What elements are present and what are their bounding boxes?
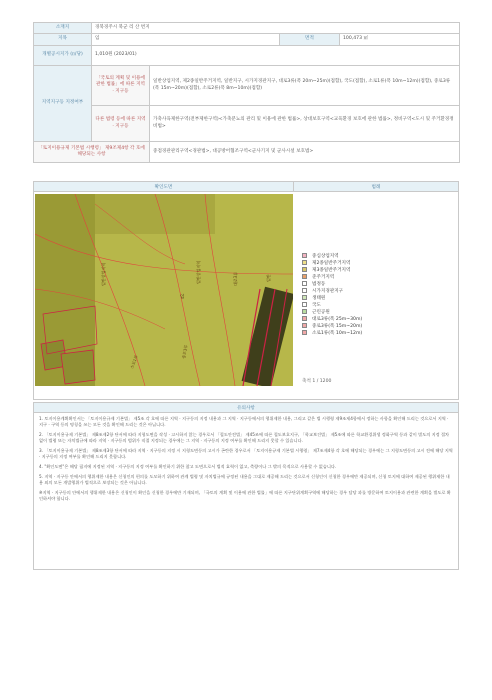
- legend-item: 소로1류(폭 10m~12m): [302, 329, 452, 336]
- map-label-2: 일반상업지역: [196, 260, 201, 284]
- legend-swatch-4: [302, 281, 307, 286]
- map-section-header: [34, 182, 458, 192]
- legend-item: 생태원: [302, 294, 452, 301]
- map-label-3: 대로3류: [233, 271, 238, 286]
- map-label-5: 소로1류: [129, 354, 139, 370]
- legend-swatch-1: [302, 260, 307, 265]
- legend-item: 제3종일반주거지역: [302, 266, 452, 273]
- guide-header: 유의사항: [34, 403, 458, 413]
- map-label-6: 중로3류: [181, 344, 189, 360]
- map-vegetation-top: [95, 194, 215, 234]
- legend-item: 준주거지역: [302, 273, 452, 280]
- zoning-group-label: 지역지구등 지정여부: [34, 66, 92, 142]
- guide-paragraph: ※지역 · 지구등의 안에서의 행위제한 내용은 신청인이 확인을 신청한 경우에만 기재되며, 「국토의 계획 및 이용에 관한 법률」에 따른 지구단위계획구역에 해당하는 경우 담당 과를 방문하여 토지이용과 관련한 계획을 별도로 확인하셔야 합니다.: [39, 490, 451, 501]
- guide-section: [33, 402, 459, 570]
- legend-item: 법정동: [302, 280, 452, 287]
- map-header: 확인도면: [34, 182, 294, 191]
- legend-swatch-0: [302, 253, 307, 258]
- confirmation-map: [35, 194, 293, 386]
- guide-paragraph: 5. 지역 · 지구등 안에서의 행위제한 내용은 신청인의 편의를 도모하기 위하여 관계 법령 및 자치법규에 규정된 내용을 그대로 제공해 드리는 것으로서 신청인이 신청한 경우에만 제공되며, 신청 토지에 대하여 제공된 행위제한 내용 외의 모든 개발행위가 법적으로 보장되는 것은 아닙니다.: [39, 474, 450, 485]
- legend-swatch-11: [302, 330, 307, 335]
- area-value: 100,473 ㎡: [340, 34, 460, 46]
- legend-item: 중심상업지역: [302, 252, 452, 259]
- legend-item: 시가지경관지구: [302, 287, 452, 294]
- law1-value: 일반상업지역, 제2종일반주거지역, 일반지구, 시가지경관지구, 대로3류(폭 20m~25m)(접함), 국도(접함), 소로1류(폭 10m~12m)(접함), 중로3류(폭 15m~20m)(접함), 소로2류(폭 8m~10m)(접함): [150, 66, 460, 106]
- map-label-7: 임: [180, 295, 185, 300]
- guide-paragraph: 3. 「토지이용규제 기본법」 제8조제3항 단서에 따라 지역 · 지구등의 지정 시 지형도면등의 고시가 곤란한 경우로서 「토지이용규제 기본법 시행령」 제7조제4항 각 호에 해당되는 경우에는 그 지형도면등의 고시 전에 해당 지역 · 지구등의 지정 여부를 확인해 드리지 못합니다.: [39, 448, 453, 459]
- building-block-2: [61, 350, 95, 384]
- act-label: 「토지이용규제 기본법 시행령」 제9조제4항 각 호에 해당되는 사항: [34, 142, 150, 163]
- legend-item: 근린공원: [302, 308, 452, 315]
- law2-label: 다른 법령 등에 따른 지역 · 지구등: [92, 106, 150, 142]
- law2-value: 가축사육제한구역(전부제한구역)<가축분뇨의 관리 및 이용에 관한 법률>, 상대보호구역<교육환경 보호에 관한 법률>, 정비구역<도시 및 주거환경정비법>: [150, 106, 460, 142]
- legend-item: 제2종일반주거지역: [302, 259, 452, 266]
- land-use-form: [33, 22, 459, 163]
- legend-swatch-8: [302, 309, 307, 314]
- jimok-label: 지목: [34, 34, 92, 46]
- legend-swatch-6: [302, 295, 307, 300]
- legend-item: 국도: [302, 301, 452, 308]
- map-label-4: 일반: [266, 274, 271, 282]
- map-scale: 축척 1 / 1200: [302, 379, 332, 384]
- legend-swatch-7: [302, 302, 307, 307]
- land-info-table: [33, 22, 460, 163]
- legend-swatch-10: [302, 323, 307, 328]
- price-value: 1,010원 (2023/01): [92, 46, 460, 66]
- legend-swatch-5: [302, 288, 307, 293]
- legend-swatch-2: [302, 267, 307, 272]
- area-label: 면적: [280, 34, 340, 46]
- legend-swatch-9: [302, 316, 307, 321]
- location-value: 경북경주시 북군 리 산 번지: [92, 23, 460, 34]
- guide-paragraph: 1. 토지이용계획확인서는 「토지이용규제 기본법」 제5조 각 호에 따른 지역 · 지구등의 지정 내용과 그 지역 · 지구등에서의 행위제한 내용, 그리고 같은 법 시행령 제9조제4항에서 정하는 사항을 확인해 드리는 것으로서 지역 · 지구 · 구역 등의 명칭을 쓰는 모든 것을 확인해 드리는 것은 아닙니다.: [39, 416, 449, 427]
- location-label: 소재지: [34, 23, 92, 34]
- legend-item: 대로3류(폭 25m~30m): [302, 315, 452, 322]
- map-section: [33, 181, 459, 400]
- legend-swatch-3: [302, 274, 307, 279]
- price-label: 개별공시지가 (㎡당): [34, 46, 92, 66]
- act-value: 중점경관관리구역<경관법>, 대공방어협조구역<군사기지 및 군사시설 보호법>: [150, 142, 460, 163]
- map-label-1: 일반상업지역: [101, 262, 106, 286]
- guide-paragraph: 4. "확인도면"은 해당 필지에 지정된 지역 · 지구등의 지정 여부를 확인하기 위한 참고 도면으로서 법적 효력이 없고, 측량이나 그 밖의 목적으로 사용할 수 없습니다.: [39, 464, 337, 469]
- law1-label: 「국토의 계획 및 이용에 관한 법률」에 따른 지역 · 지구등: [92, 66, 150, 106]
- guide-paragraph: 2. 「토지이용규제 기본법」 제8조제2항 단서에 따라 지형도면을 작성 · 고시하지 않는 경우로서 「철도안전법」 제45조에 따른 철도보호지구, 「학교보건법」 제5조에 따른 학교환경위생 정화구역 등과 같이 별도의 지정 절차 없이 법령 또는 자치법규에 따라 지역 · 지구등의 범위가 직접 지정되는 경우에는 그 지역 · 지구등의 지정 여부를 확인해 드리지 못할 수 있습니다.: [39, 432, 450, 443]
- jimok-value: 임: [92, 34, 280, 46]
- legend: [302, 252, 452, 336]
- legend-item: 중로3류(폭 15m~20m): [302, 322, 452, 329]
- legend-header: 범례: [294, 182, 458, 191]
